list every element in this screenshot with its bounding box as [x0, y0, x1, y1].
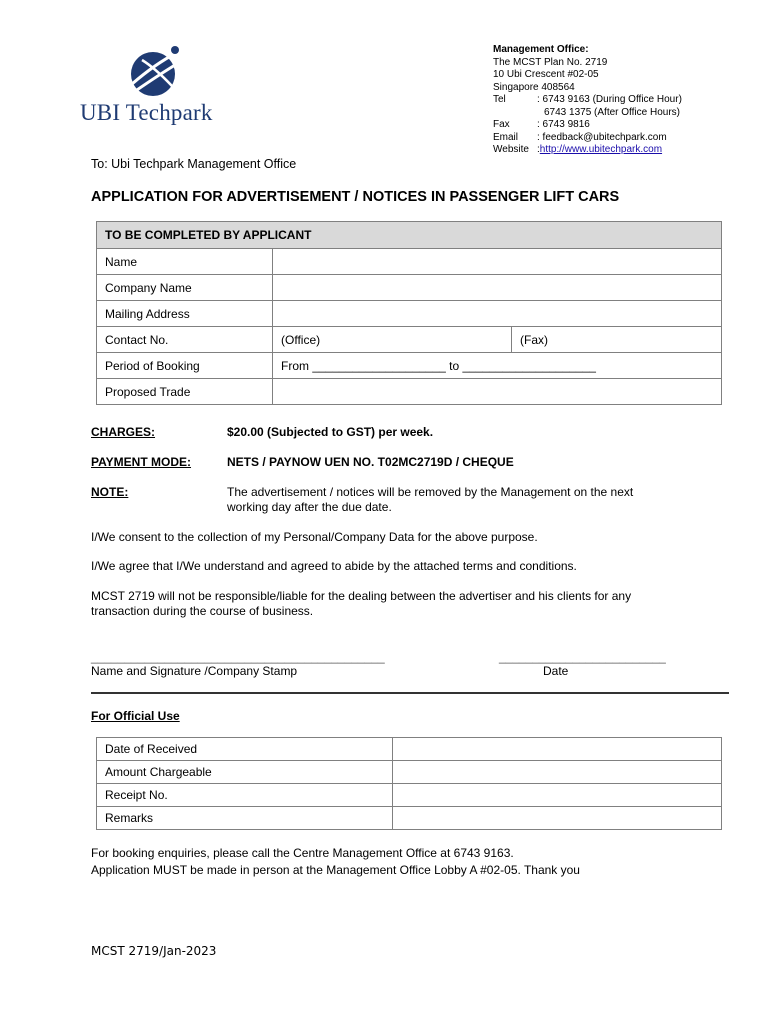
form-heading: APPLICATION FOR ADVERTISEMENT / NOTICES IN PASSENGER LIFT CARS: [91, 189, 620, 205]
office-postal: Singapore 408564: [493, 81, 575, 93]
date-line[interactable]: _________________________: [499, 650, 666, 664]
company-name-field[interactable]: [273, 275, 722, 301]
office-fax-row: [493, 119, 682, 132]
tel-value: : 6743 9163 (During Office Hour): [537, 94, 682, 105]
company-logo: [80, 44, 230, 130]
office-title: Management Office:: [493, 44, 589, 55]
enquiry-text-line-2: Application MUST be made in person at the Management Office Lobby A #02-05. Thank you: [91, 863, 580, 877]
official-use-table: [96, 737, 722, 830]
office-phone-field[interactable]: (Office): [273, 327, 512, 353]
name-label: Name: [97, 249, 273, 275]
office-plan: The MCST Plan No. 2719: [493, 56, 608, 68]
signature-label: Name and Signature /Company Stamp: [91, 664, 298, 678]
period-of-booking-label: Period of Booking: [97, 353, 273, 379]
official-row-label: Remarks: [97, 807, 393, 830]
website-prefix: :: [537, 144, 540, 155]
official-row-label: Amount Chargeable: [97, 761, 393, 784]
liability-text-line-1: MCST 2719 will not be responsible/liable for the dealing between the advertiser and his clients for any: [91, 589, 632, 603]
contact-no-label: Contact No.: [97, 327, 273, 353]
official-row-field[interactable]: [393, 784, 722, 807]
agreement-text: I/We agree that I/We understand and agreed to abide by the attached terms and conditions.: [91, 559, 577, 573]
official-row-label: Receipt No.: [97, 784, 393, 807]
mailing-address-field[interactable]: [273, 301, 722, 327]
website-link[interactable]: http://www.ubitechpark.com: [539, 144, 663, 155]
official-row-label: Date of Received: [97, 738, 393, 761]
note-label: NOTE:: [91, 485, 129, 499]
management-office-info: [493, 44, 682, 157]
office-tel-row: [493, 94, 682, 107]
name-field[interactable]: [273, 249, 722, 275]
company-name-label: Company Name: [97, 275, 273, 301]
applicant-table: [96, 221, 722, 405]
enquiry-text-line-1: For booking enquiries, please call the Centre Management Office at 6743 9163.: [91, 846, 514, 860]
proposed-trade-field[interactable]: [273, 379, 722, 405]
fax-field[interactable]: (Fax): [512, 327, 722, 353]
official-use-title: For Official Use: [91, 709, 180, 723]
fax-value: : 6743 9816: [537, 119, 590, 130]
email-value: : feedback@ubitechpark.com: [537, 131, 667, 143]
mailing-address-label: Mailing Address: [97, 301, 273, 327]
section-divider: [91, 692, 729, 694]
note-line-1: The advertisement / notices will be removed by the Management on the next: [227, 485, 634, 499]
proposed-trade-label: Proposed Trade: [97, 379, 273, 405]
addressee-line: To: Ubi Techpark Management Office: [91, 157, 297, 171]
tel-value-after-hours: 6743 1375 (After Office Hours): [544, 106, 680, 118]
note-line-2: working day after the due date.: [227, 500, 392, 514]
official-row-field[interactable]: [393, 738, 722, 761]
signature-line[interactable]: ____________________________________________: [91, 650, 385, 664]
consent-text: I/We consent to the collection of my Personal/Company Data for the above purpose.: [91, 530, 538, 544]
logo-text: UBI Techpark: [80, 100, 213, 125]
fax-label: Fax: [493, 119, 510, 130]
official-row-field[interactable]: [393, 807, 722, 830]
website-label: Website: [493, 144, 529, 155]
period-of-booking-field[interactable]: From ____________________ to ____________________: [273, 353, 722, 379]
liability-text-line-2: transaction during the course of business.: [91, 604, 314, 618]
payment-value: NETS / PAYNOW UEN NO. T02MC2719D / CHEQUE: [227, 455, 514, 469]
tel-label: Tel: [493, 94, 506, 105]
footer-reference: MCST 2719/Jan-2023: [91, 944, 217, 958]
charges-label: CHARGES:: [91, 425, 156, 439]
office-website-row: [493, 144, 682, 157]
globe-logo-icon: [80, 44, 230, 104]
applicant-table-header: TO BE COMPLETED BY APPLICANT: [97, 222, 722, 249]
office-address: 10 Ubi Crescent #02-05: [493, 69, 599, 80]
office-email-row: [493, 132, 682, 145]
email-label: Email: [493, 131, 519, 143]
charges-value: $20.00 (Subjected to GST) per week.: [227, 425, 434, 439]
date-label: Date: [543, 664, 569, 678]
payment-label: PAYMENT MODE:: [91, 455, 192, 469]
official-row-field[interactable]: [393, 761, 722, 784]
